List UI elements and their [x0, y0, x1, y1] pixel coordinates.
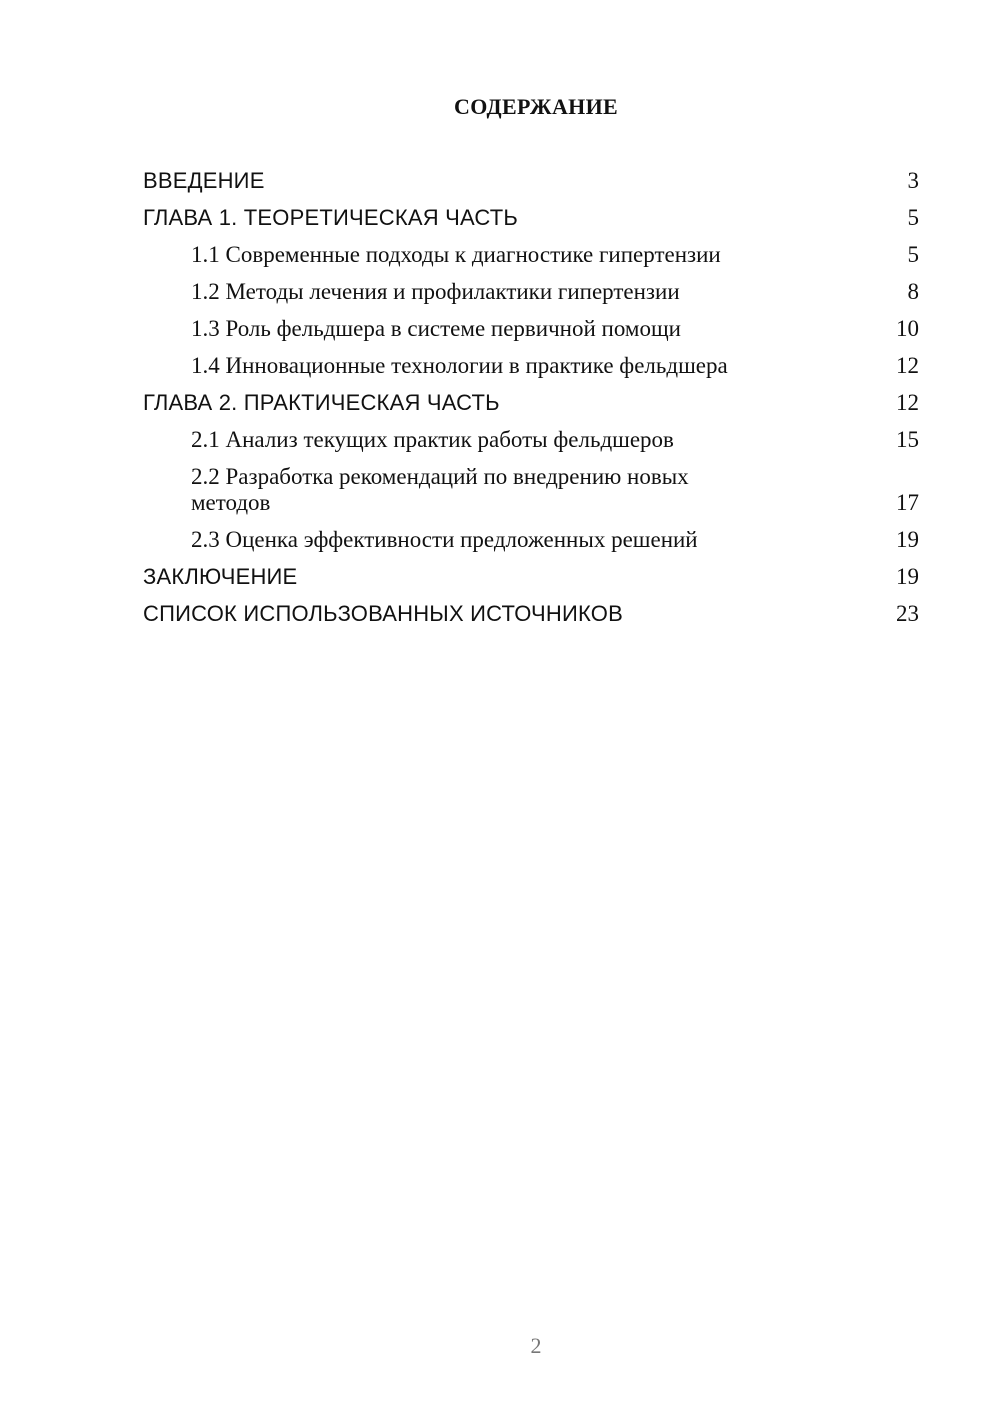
- toc-entry-label: ГЛАВА 2. ПРАКТИЧЕСКАЯ ЧАСТЬ: [143, 390, 500, 415]
- toc-entry: [143, 390, 919, 416]
- toc-entry-page: 10: [896, 316, 919, 341]
- table-of-contents: [143, 168, 919, 638]
- toc-entry-label: 2.1 Анализ текущих практик работы фельдшеров: [191, 427, 674, 452]
- toc-entry: [143, 205, 919, 231]
- toc-entry: [143, 564, 919, 590]
- toc-subentry: [143, 427, 919, 453]
- toc-subentry: [143, 279, 919, 305]
- toc-subentry: [143, 316, 919, 342]
- toc-entry-label: 2.2 Разработка рекомендаций по внедрению новых методов: [191, 464, 689, 515]
- toc-entry-page: 3: [907, 168, 919, 193]
- page-number: 2: [530, 1333, 542, 1358]
- toc-entry-label: 1.4 Инновационные технологии в практике фельдшера: [191, 353, 728, 378]
- toc-entry-page: 17: [896, 490, 919, 515]
- page-title: СОДЕРЖАНИЕ: [454, 94, 618, 119]
- toc-entry: [143, 168, 919, 194]
- toc-subentry: [143, 242, 919, 268]
- toc-subentry: [143, 527, 919, 553]
- toc-entry-page: 23: [896, 601, 919, 626]
- toc-entry-label: 1.3 Роль фельдшера в системе первичной помощи: [191, 316, 681, 341]
- toc-entry-page: 19: [896, 564, 919, 589]
- toc-entry-page: 15: [896, 427, 919, 452]
- toc-entry-label: СПИСОК ИСПОЛЬЗОВАННЫХ ИСТОЧНИКОВ: [143, 601, 623, 626]
- toc-entry-label: ГЛАВА 1. ТЕОРЕТИЧЕСКАЯ ЧАСТЬ: [143, 205, 519, 230]
- toc-entry-page: 12: [896, 390, 919, 415]
- toc-entry-page: 8: [907, 279, 919, 304]
- toc-entry-page: 5: [907, 242, 919, 267]
- toc-entry-label: ВВЕДЕНИЕ: [143, 168, 265, 193]
- toc-entry-page: 19: [896, 527, 919, 552]
- toc-subentry: [143, 464, 919, 516]
- toc-entry: [143, 601, 919, 627]
- toc-entry-label: 1.1 Современные подходы к диагностике гипертензии: [191, 242, 721, 267]
- toc-entry-page: 12: [896, 353, 919, 378]
- toc-entry-label: 1.2 Методы лечения и профилактики гипертензии: [191, 279, 680, 304]
- toc-subentry: [143, 353, 919, 379]
- toc-entry-label: 2.3 Оценка эффективности предложенных решений: [191, 527, 698, 552]
- toc-entry-label: ЗАКЛЮЧЕНИЕ: [143, 564, 298, 589]
- toc-entry-page: 5: [907, 205, 919, 230]
